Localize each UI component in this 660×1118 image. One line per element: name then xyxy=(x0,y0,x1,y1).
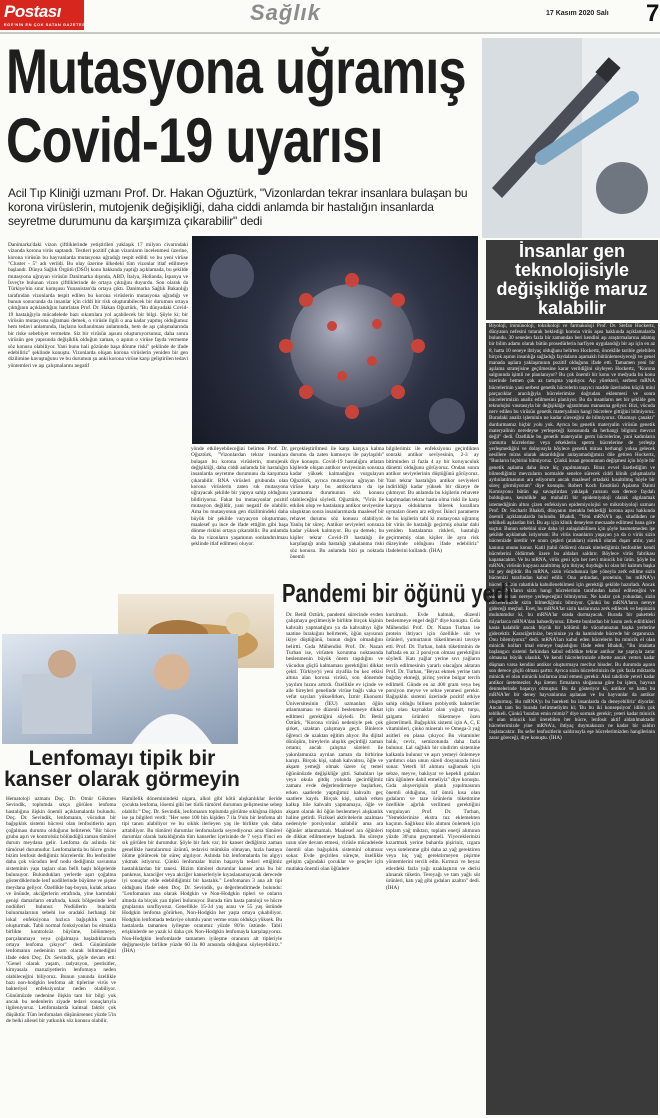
side-headline: İnsanlar gen teknolojisiyle değişikliğe maruz kalabilir xyxy=(486,240,658,320)
lymphoma-story-column-2: Hamilelik döneminindeki nigara, alkol gibi kötü alışkanlıklar ileride çocukta lenfoma, lösemi gibi her türlü tümörel durumun gelişmesine sebep olabilir." Doç. Dr. Sevindik, lenfomanın toplumda görülme sıklığına ilişkin ise şu bilgileri verdi: "Her sene 100 bin kişiden 7 ila 9'ulu bir lenfoma alt tipi tanısı alabiliyor ve bu sıklık ilerleyen yaş ile birlikte çok daha artabiliyor. Bu tümörel durumlar lenfomalarda seyrediyoruz ama tümörel durumlar olarak bakıldığında tüm kanserler içerisinde de 7 veya 8'inci en sık görülen bir durumdur. Şöyle bir fark var; bir kanser dediğimiz zaman genellikle hastalarımız üzüntü, tedavisi mümkün olmayan, hızla hastaya ölüme götürecek bir süreç algılıyor. Aslında biz lenfomalarda bu algıyı yıkmak istiyoruz. Çünkü lenfomalar bizim başarıyla tedavi ettiğimiz hastalıklardan bir tanesi. Bizim tümörel durumlar kanser ama bu bir pankreas, karaciğer veya akciğer kanserleriyle kıyaslanamayacak derecede iyi sonuçlar elde edebildiğimiz bir hastalık." Lenfomanın 3 ana alt tipi olduğunu ifade eden Doç. Dr. Sevindik, şu değerlendirmede bulundu: "Lenfomanın ana olarak Hodgkin ve Non-Hodgkin tipleri ve onların altında da birçok yan tipleri bulunuyor. Burada tüm hasta patoloji ve hücre gruplarına sınıflıyoruz. Genellikle 15-34 yaş arası ve 55 yaş üstünde Hodgkin lenfoma görürken, Non-Hodgkin her yaşta ortaya çıkabiliyor. Hodgkin lenfomada tedaviye olumlu yanıt verme oranı oldukça yüksek. Bu hastalarda tamamen iyileşme oranımız yüzde 80'in üstünde. Tabii erişkinlerde ne yazık ki daha çok Non-Hodgkin lenfomayla karşılaşıyoruz. Non-Hodgkin lenfomlarde tamamen iyileşme oranının alt tipleriyle değişmesiyle birlikte yüzde 60 ila 80 arasında olduğunu söyleyebiliriz." (İHA) xyxy=(122,796,282,955)
doctor-illustration xyxy=(2,634,238,744)
lymphoma-headline: Lenfomayı tipik bir kanser olarak görmeyin xyxy=(4,747,240,791)
main-deck: Acil Tıp Kliniği uzmanı Prof. Dr. Hakan Oğuztürk, "Vizonlardan tekrar insanlara bulaşan bu korona virüslerin, mutojenik değişikliği, daha ciddi anlamda bir hastalığın insanlarda seyretme durumunu da karşımıza çıkarabilir" dedi xyxy=(8,186,468,228)
vaccine-photo xyxy=(482,38,660,238)
page-number: 7 xyxy=(646,0,660,27)
main-story-column-2: yönde etkileyebileceğini belirten Prof. Dr. Oğuztürk, "Vizonlardan tekrar insanlara bulaşan bu korona virüslerin, mutojenik değişikliği, daha ciddi anlamda bir hastalığın insanlarda seyretme durumunu da karşımıza çıkarabilir. RNA virüsleri grubunda olan korona virüslerin zaten sık mutasyona uğrayacak şekilde bir yapıya sahip olduğunu bildiriyoruz. Fakat bu mutasyonlar pozitif mutasyon değildir, yani negatif de olabilir. Ama bu mutasyonun gen dizilimindeki daha büyük bir şekilde varyasyon oluşturması, maalesef şu ince de ifade ettiğim gibi başa dönme riskini ortaya çıkarabilir. Bu anlamda da bu vizonların yaşamının sonlandırılması şeklinde itlaf edilmesi oluyor. xyxy=(191,446,288,548)
section-title: Sağlık xyxy=(250,0,321,25)
main-headline-line1: Mutasyona uğramış xyxy=(6,37,466,107)
side-story-body: Biyoloji, immünoloji, toksikoloji ve farmakoloji Prof. Dr. Stefan Hockertz, dünyanın nefesini tutarak beklediği korona virüs aşısı hakkında açıklamalarda bulundu. 30 seneden fazla bir zamandan beri kendini aşı araştırmalarına adamış bir bilim adamı olarak bütün prosedürlerin harfiyen uygulandığı bir aşı için en az 8, hatta 10 seneye ihtiyaç olduğunu belirten Hockertz, önceklile tarihle gelebilen birçok aşının insanlığa sağladığı faydaların aşamaklı bütünlemesiyeceği ve genel manada aşılara yaklaşımının pozitif olduğunu ifade etti. Tamamen yeni bir aşılama stratejisine geçilmesine karar verildiğini söyleyen Hockertz, "Korona salgınında işimli ne planlanıyor? Bu çok önemli bir konu ve medyada bu konu üzerinde hemen çok az tartışma yapılıyor. Aşı yürekteri, serbest mRNA hücrelerinin yani serbest genetik hücrelerin taşıyıcı madde üzerinden küçük mini parçacıklar aracılığıyla hücrelerimize doğrudan eklenmesi ve sonra hücrelerimizin analiz edilmesini planlıyor. Bu da insanların net bir şekilde gen teknolojisi vasıtasıyla bir değişikliğe uğratılması manasına geliyor. Bizi, vücuda nerv edilen bu virüsün genetik materyalinin hangi hücrelere gittiğini bilmiyoruz. Buradaki analiz işleminin ne kadar süreceğini de bilmiyoruz. Okumayı çanaktı" durdurmamız hiçbir yolu yok. Ayrıca bu genetik materyalin virüsün genetik materyalinin neredeyse yerleşeceği konusunda da herhangi bilginiz mevcut değil" dedi. Özellikle bu genetik materyalin germ hücrelerine, yani kadınların yumurta hücrelerine veya erkeklerin sperm hücrelerine de yerleşip yerleşmediğini ve dolayısıyla böylece genetik mirası herhangi yoksa gelecek nesillere miras olarak aktarıldığını anlayamadığımızı dile getiren Hockertz, "Bunların hiçbirini bilmiyoruz. Çünkü insan genomunun değişmesi için böyle bir genetik aşılama daha önce hiç yapılmamıştı. Biraz evvel özetlediğim ve bilmediğimiz mevzuların normalde senelce sürecek ciddi klinik çalışmalarla aydınlatılmasının ara ediyorum ancak maalesef ortadaki kısaltılmış böyle bir süreç görmüyorum" diye konuştu. Robert Koch Enstitüsü Aşılama Daimi Komisyonu bütün aşı savaşılırdan yaklaşık yarısını son derece faydalı bulduğunu, kesinlikle aşı muhalifi bir epidemiyoloji olarak algılanmak istemediğinin altını çizen enfeksiyon epidemiyolojisi ve mikrobiyoloji uzmanı Prof. Dr. Sucharit Bhakdi, dünyanın merakla beklediği korona aşısı hakkında önemli açıklamalarda bulundu. Bhakdi, "Yeni mRNA'lı aşı, sitadikden ne tehlikeli aşılardan biri. Bu aşı için klinik deneylere mecsaade edilmesi bana göre suçtur. Bunun sebebini size daha iyi anlaşılabilinen için şöyle basmetmeden işe şekilde açıklamak istiyorum: Bu virüs insanların yaşayan ya da o virüs sizin hücrenizde üretilir ve onun çeşleri (atakları) sürekli olarak dışarı atılır, yani kanınız onunu konur. Katil (tabii öldüren) olarak nitelediğimiz lenfositler kendi hücrelerini öldürmek üzere bu aldaları saldırır. Böylece virüs fabrikası kapanacaktır. Ve bu mRNA, virüs geni için her nevi minicik bir ürün. Şöyle bu mRNA, virüsün kopyası azaltılmış için ihtiyaç duyduğu ki olan bir kalıtım başka bir şey değildir. Bu mRNA, sizin vücudunuza işte yöneyla zerk edilme sizin hücrenizi tarafından kabul edilir. Ona ardından, proteinin, bu mRNA'yı hücrelerinizin rahatlıkla kabullenebilmesi için gerektiği şekilde hazırladı. Ancak bu mRNA'ların sizin hangi hücrelerinin tarafından kabul edileceğini ve vücudunuzun nereye yerleşeceğini bilmiyoruz. Ne kadar çok yolundan, sizin hücrelerinizde sizin bilmediğimiz bilmiyor. Çünkü bu mRNA'ların nereye gideceği meçhul. Evet, bu mRNA'lar sizin kaslarınıza zerk edilecek ve bepinizin mulummdur ki, bu mRNA'lar orada durmayacak. Burada bir paketteki miyarlarca mRNA'dan bahsediyoruz. Elbette bunlardan bir kısmı zerk edildikleri kasta kalabilir ancak büyük bir bölümü de vücudunuzun başka yerlerine gidecektir. Karaciğerinize, beyninize ya da hamisinde hücrede bir organınıza. Onu bilemiyoruz" dedi. mRNA'ları kabul eden hücrelerin bu minicik el olan minicik kolları imal etmeye başladığını ifade eden Bhakdi, "Bu imalatta başlangıcı sistemi farkindan kabul edildikte tekrar antikor ise yaptıyla zarar olmasına büyük olasılık. Ve kendi hücrelerimizde elbette ancak vertex kadar düşman varsa kendini antikor oluşturmaya mecbur hissder. Bu durumda aşının son derece güçlü olması şarttır. Ayrıca sizin hücrelerinizin de çok fazla miktarda minicik el olan minicik kollarına imal etmesi gerekir. Aksi takdirde yeteri kadar antikor üretemezler. Aşı üreten firmaların sloğanına göre bu işlem, hayvan denmelerinde başarıyı olmuştur. Bu da gösteriyor ki, antikor ve hatta bu mRNA'ler bir deney hayvanlarına aşılanan ve bu hayvanlar da antikor oluşturmuş. Bu mRNA'yı bu hareketi bu insanlarda da deneyebiliriz' diyorlar. Ancak tam bu burada belirtmeliyim ki; 'Bu bu iki konsepsiyon' idilin çok tehlikeli. Çünkü 'bundan emin mimiz?' diye sormak gerekir; yeteri kadar minicik el olan minicik kol üretebilen her hücre, lenfosit aktif aldatılmaktadır hücrelerimizde yine mRNA'a, ihtiyaç duymaksızın ne kadar bir saldırı başlatacaktır. Bu sefer lenfositlerin saldırısıyla eşe hücrelerimizden hangilerinin zarar göreceği, diye konuştu. (İHA) xyxy=(486,323,658,1115)
logo-text: Postası xyxy=(4,2,61,21)
diet-story-column-1: Dr. Betül Öztürk, pandemi sürecinde evden çalışmaya geçilmesiyle birlikte birçok kişinin kahvaltı yapmadığını ya da kahvaltıyı öğle saatine bırakığını belirterek, öğün sayısının ikiye düştüğünü, bunun doğru olmadığını belirtti. Gıda Mühendisi Prof. Dr. Nazan Turhan ise, virüsten korunma noktasında beslenmenin büyük önem taşıdığını ve vücudun güçlü kalmaması gerektiğini dikkat çekti. Türkiye'yi yeni ziyafiia bu kez etkisi altına alan korona virüsü, son dönemde yayılım hızını artırdı. Özellikle ev içinde ve aile bireyleri genelinde virüse bağlı vaka ve vefat sayıları yükselirken, İzmir Ekonomi Üniversitesinin (İEU) uzmanları öğün atlanmaması ve düzenli beslenmeye dikkat edilmesi gerektiğini söyledi. Dr. Betül Öztürk, "Korona virüsü nedeniyle pek çok şirket, uzaktan çalışmaya geçti. Binlerce öğrenci de uzaktan eğitim alıyor. Bu dijital dönüşüm, bireylerin alışılık geçirdiği zaman ortamı; ancak çalışma süreleri ile yakınlamınıza ayrılan zaman da birbirine karıştı. Birçok kişi, sabah kahvaltısı, öğle ve akşam yemeği olmak üzere üç temel öğününüzde değişikliğe gitti. Sabahları işe veya okula gitdiş yolunda gecirdiğimiz zamanı evde değerlendirmeye başlarken, erken saatlerde yaptığımız kahvaltı geç saatlere kaydı. Birçok kişi, sabah erken kalkıp bile kahvaltı yapmamaya, öğle ve akşam olarak iki öğün beslenmeyi alışkanlık haline getirdi. Fiziksel aktivitelerin azalması nedeniyle porsiyonlar azlabilir ama ara öğünler atlanmamalı. Maalesef ara öğünleri de dikkat edilmemeye başlandı. Bu süreçte uzun süre devam etmesi, virüsle mücadelede önemli olan bağışıklık sistemini olumsuz sokar. Evde geçirilen süreçte, özellikle gelişim çağındaki çocuklar ve gençler için mutlaka önemli olan öğünlere xyxy=(286,612,383,872)
lymphoma-story-column-1: Hematoloji uzmanı Doç. Dr. Ömür Gökmen Sevindik, toplumda sıkça görülen lenfoma hastalığına ilişkin önemli açıklamalarda bulundu. Doç. Dr. Sevindik, lenfomanın, vücudun bir bağışıklık sistemi hücresi olan lenfositlerin aşırı çoğalması durumu olduğunu belirterek "Bir hücre grubu aşırı ve kontrolsüz bölündüğü zaman tümörel durum meydana gelir. Lenfoma da aslında bir tümörsel durumudur. Lenfomalarda bu hücre grubu bizim lenfosit dediğimiz hücrelerdir. Bu lenfositler daha çok vücudun lenf nodu dediğimiz savunma sisteminin yapı taşları olan belli başlı bölgelerde bulunuyor. Bulundukları yerlerde aşırı çoğalma gösterdiklerinde lenf nodillerinde büyüme ve şişme meydana geliyor. Özellikle baş-boyun, kulak arkası ve önünde, akciğerlerin etrafında, yine karındaki genişi damarların etrafında, kasık bölgesinde lenf nodülleri bulunur. Nodüllerin bunlarda bulunmalarının sebebi ise oradaki herhangi bir lokal enfeksiyona hızlıca bağışıklık yanıtı oluşturmak. Tabii normal fonksiyonları bu elmakla birlikte kontrolsüz büyüme, bölünmeye, parçalanmaya veya çoğalmaya başladıklarında ortaya lenfoma çıkıyor" dedi. Günümüzde lenfomanın nedeninin tam olarak bilinmediğini ifade eden Doç. Dr. Sevindik, şöyle devam etti: "Genel olarak yaşam, radyasyon, pestisitler, kimyasala maruziyetlerin lenfomaya neden olabileceğini biliyoruz. Bunun yanında özellikle bazı non-hodgkin lenfoma alt tiplerine virüs ve bakteriyel enfeksiyonlar neden olabiliyor. Günümüzde nedenine ilişkin tam bir bilgi yok ancak bu nedenlerin ziyade tedavi sonuçlarıyla ilgileniyoruz. Lenfomalarda kalıtsal faktör çok düşüktür. Tüm lenfomaları düşünürsenez yüzde 5'in de belki ailesel bir yatkınlık söz konusu olabilir. xyxy=(6,796,116,1025)
diet-story-column-2: kurulmalı. Evde kalmak, düzenli beslenmeye engel değil" diye konuştu. Gıda Mühendisi Prof. Dr. Nazan Turhan ise protein ihtiyacı için özellikle süt ve ürünleri, yumurtanın tüketilmesini tavsiye etti. Prof. Dr. Turhan, balık tüketiminin de haftada en az 3 porsiyon olması gerektiğini söyledi. Katı yağlar yerine sıvı yağların tercih edilmesinin yararlı olacağını aktaran Prof. Dr. Turhan, "Beyaz ekmek yerine tam buğday ekmeği, pirinç yerine bulgur tercih edilmeli. Günde en az 400 gram veya beş porsiyon meyve ve sebze yenmesi gerekir. Bağışıklık sistemi üzerinde pozitif etkiye sahip olduğu bilinen probiyotik bakteriler için olası kaynaklar olan yoğurt, turşu, şalgamı ürünleri tüketmeye özen gösterilmeli. Bağışıklık sistemi için A, C, E vitaminleri, çinko mineralı ve Omega-3 yağ asitleri en plana çıkıyor. Bu vitaminler balık, ceviz, semizotunda daha fazla bulunur. Lal sağlıklı bir sindirim sistemine kalkanla bulunur ve aşırı yemeyi önlemeye yardımcı olan unun süreli dosyanızda hissi sunar. Yeterli lif alımını sağlamak için sebze, meyve, baklıyat ve kepekli gıdaları tüm öğünlere dahil etmeliyiz" diye konuştu. Gıda alışverişinin planlı yapılmasının önemli olduğunu, raf ömrü kısa olan gıdaların ve taze ürünlerin tüketimine özellikle ağırlık verilmesi gerektiğini vurgulayan Prof. Dr. Turhan, "Yemeklerinize ekstra tuz eklemekten kaçının. Sağlıksız kilo alımını önlemek için toplam yağ miktarı, toplam enerji alımının yüzde 30'unu geçmemeli. Yiyeceklerinizi kızartmak yerine buharda pişiriniz, ızgara veya sotelenme gibi daha az yağ gerektiren veya hiç yağ gerektirmeyen pişirme yöntemlerini tercih edin. Kırmızı ve beyaz etlerdeki fazla yağı uzaklaştırın ve derisi alınarak tüketin. Tereyağı ve tam yağlı süt ürünleri, katı yağ gibi gıdaları azaltın" dedi. (İHA) xyxy=(386,612,480,891)
coronavirus-illustration xyxy=(192,236,478,444)
main-story-column-1: Danimarka'daki vizon çiftliklerinde yetiştirilen yaklaşık 17 milyon civarındaki vizonda korona virüs saptandı. Testleri pozitif çıkan vizonların incelenmesi üzerine, korona virüsün bu hayvanlarda mutasyona uğradığı tespit edildi ve bu yeni virüse "Cluster - 5" adı verildi. Bu olay üzerine ülkedeki tüm vizonlar itlaf edilmeye başlandı. Dünya Sağlık Örgütü (DSÖ) konu hakkında yaptığı açıklamada, bu şekilde mutasyona uğrayan virüsün Danimarka dışında, ABD, İtalya, Hollanda, İspanya ve İsveç'te bulunan vizon çiftliklerinde de ortaya çıktığını duyurdu. Son olarak da Türkiye'nin sınır komşusu Yunanistan'da ortaya çıktı. Danimarka Sağlık Bakanlığı tarafından vizonlarda tespit edilen bu korona virüslerin mutasyona uğradığı ve bunun sonucunda da insanlar için ciddi bir risk oluşturabilecek bir durumun ortaya çıktığının açıklandığını hatırlatan Prof. Dr. Hakan Oğuztürk, "Bu dünyadaki Covid-19 hastalığıyla mücadelede bazı sıkıntılara yol açabilecek bir bilgi. Şöyle ki; bir virüsün mutasyona uğraması demek, o virüsle ilgili o ana kadar yapmış olduğumuz hem tedavi anlamında, ilaçların kullanılması anlamında, hem de aşı çalışmalarında bir riske sebebiyet vermekte. Siz bir virüsün aşısını oluşturuyorsunuz, daha sonra virüsün gen yapısında değişiklik olduğun zaman, o aşının o virüse fayda vermeme söz konusu olabiliyor. Yani bunu hali gözünde başa dönme riski" şeklinde de ifade edebiliriz" şeklinde konuştu. Vizonlarda oluşan korona virüslerin yeniden bir gen dizilimine kavuştuğunu ve bu durumun şu anki korona virüse karşı geliştirilen tedavi yöntemleri ve aşı çalışmalarını negatif xyxy=(8,242,188,369)
header-divider xyxy=(0,32,660,34)
diet-headline: Pandemi bir öğünü yedi xyxy=(282,578,512,608)
main-story-column-3: gerçekleştirilmesi ile karşı karşıya kalma durumu da zaten kamuoyu ile paylaşıldı" diye konuştu. Covid-19 hastalığını atlatan kişilerde oluşan antikor seviyesinin sonsuza kadar yüksek kalmadığını vurgulayan Oğuztürk, ayrıca mutasyona uğrayan bir virüse karşı bu antikorların da işe yaramama durumunun söz konusu olabileceğini söyledi. Oğuztürk, "Virüs ile etkilek olup ve hastalanıp antikor seviyesine ulaştıktan sonra insanlarımızda maalesef bir rehavet durumu söz konusu olabiliyor. Yanlış bir süreç. Antikor seviyeleri sonsuza kadar yüksek kalmıyor. Bu şu demek; bu kişiler tekrar Covid-19 hastalığı ile karşılaştığı anda hastalığı yakalanma riski söz konusu. Bu anlamda bizi şu noktada önemli xyxy=(290,446,384,560)
main-headline-line2: Covid-19 uyarısı xyxy=(6,106,383,176)
doctor-photo xyxy=(2,634,238,744)
main-story-column-4: bilgilerimiz ile enfeksiyonu geçirdikten sonraki antikor seviyesinin, 2-3 ay bitiminden zi fazla 4 ay bir koruyuculuk dönemi olduğunu görüyoruz. Ondan sonra antikor seviyelerinin düştüğünü görüyoruz. Yani tekrar hastalığın antikor seviyeleri indirildiği kadar yüksek bir düzeye de çıkmıyor. Bu anlamda bu kişilerin rehavete kapılmadan tekrar hasta olma riski ile karşı karşıya olduklarını bilerek kurallara uymaları önem arz ediyor. İkinci parametre de bu kişilerin tabi ki mutasyona uğramış bir virüs ile hastalığı geçirmiş olsalar dahi yeniden hastalanma riskleri, hastalığı geçirmemiş olan kişiler ile aynı risk düzeyinde olduğunu ifade edebiliriz" ifadelerini kullandı. (İHA) xyxy=(386,446,479,554)
issue-date: 17 Kasım 2020 Salı xyxy=(546,10,609,17)
logo-subtitle: EGE'NİN EN ÇOK SATAN GAZETESİ xyxy=(4,22,87,27)
vaccine-illustration xyxy=(482,38,660,238)
virus-photo xyxy=(192,236,478,444)
